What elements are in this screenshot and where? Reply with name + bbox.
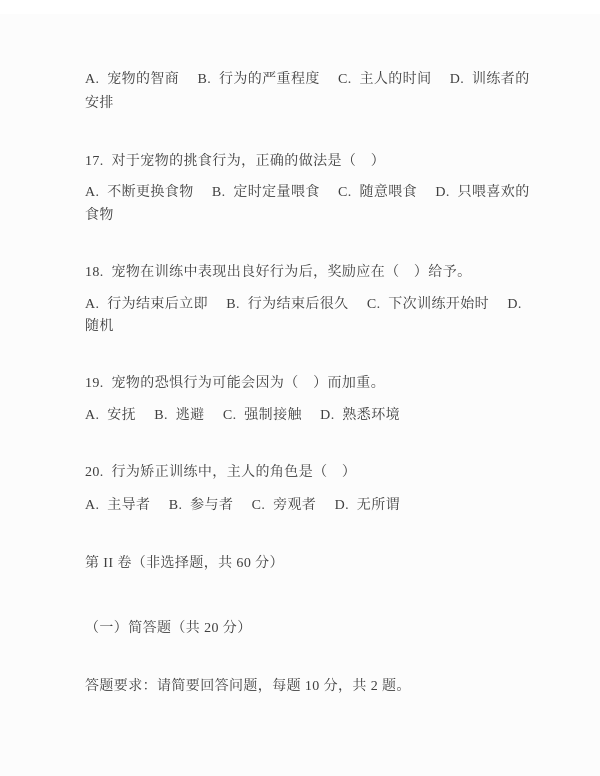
subsection-heading: （一）简答题（共 20 分） [85, 621, 252, 636]
q18-options-line2: 随机 [85, 319, 114, 334]
question-19: 19. 宠物的恐惧行为可能会因为（ ）而加重。 [85, 376, 386, 391]
q17-options-line2: 食物 [85, 208, 114, 223]
section-2-heading: 第 II 卷（非选择题，共 60 分） [85, 556, 284, 571]
q20-options: A. 主导者 B. 参与者 C. 旁观者 D. 无所谓 [85, 498, 400, 513]
q18-options-line1: A. 行为结束后立即 B. 行为结束后很久 C. 下次训练开始时 D. [85, 297, 522, 312]
q19-options: A. 安抚 B. 逃避 C. 强制接触 D. 熟悉环境 [85, 408, 400, 423]
q16-options-line2: 安排 [85, 96, 114, 111]
question-18: 18. 宠物在训练中表现出良好行为后，奖励应在（ ）给予。 [85, 265, 472, 280]
q16-options-line1: A. 宠物的智商 B. 行为的严重程度 C. 主人的时间 D. 训练者的 [85, 72, 530, 87]
answer-requirements: 答题要求：请简要回答问题，每题 10 分，共 2 题。 [85, 679, 411, 694]
question-20: 20. 行为矫正训练中，主人的角色是（ ） [85, 465, 357, 480]
q17-options-line1: A. 不断更换食物 B. 定时定量喂食 C. 随意喂食 D. 只喂喜欢的 [85, 185, 530, 200]
question-17: 17. 对于宠物的挑食行为，正确的做法是（ ） [85, 154, 386, 169]
page-top-strip [0, 0, 600, 14]
